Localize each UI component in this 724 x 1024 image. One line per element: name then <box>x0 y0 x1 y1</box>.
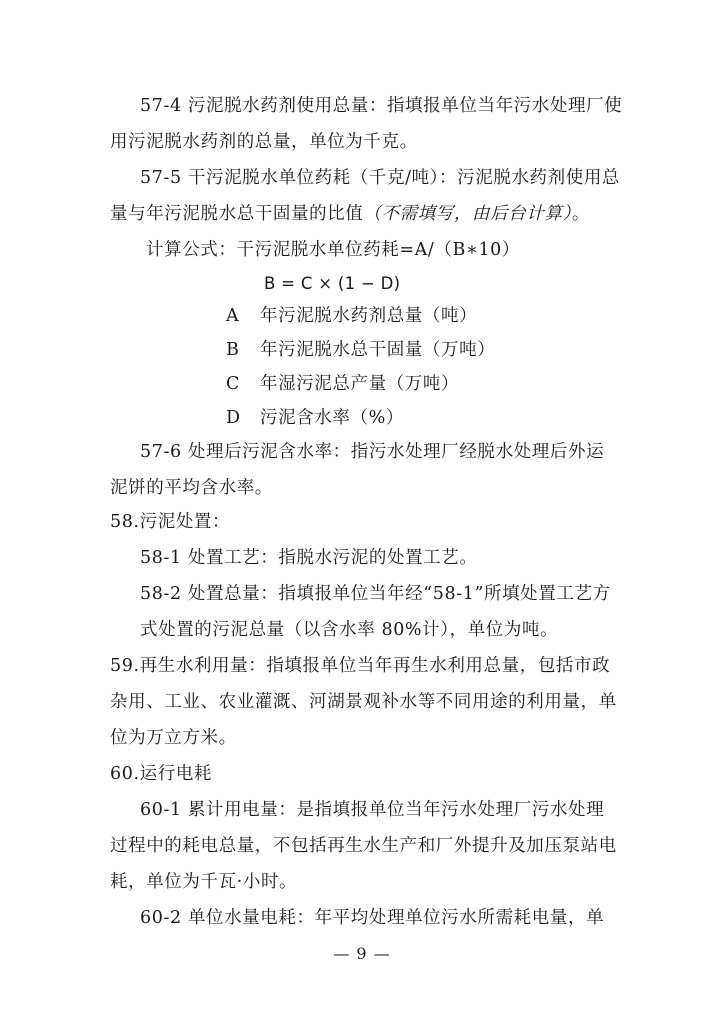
variable-desc: 年污泥脱水药剂总量（吨） <box>260 306 478 326</box>
para-57-4-line1: 57-4 污泥脱水药剂使用总量：指填报单位当年污水处理厂使 <box>140 96 623 116</box>
para-59-line3: 位为万立方米。 <box>110 728 237 748</box>
heading-58: 58.污泥处置： <box>110 512 231 532</box>
variable-letter: C <box>226 374 240 394</box>
para-57-6-line2: 泥饼的平均含水率。 <box>110 478 273 498</box>
variable-letter: A <box>226 306 240 326</box>
heading-60: 60.运行电耗 <box>110 764 213 784</box>
para-58-2-line1: 58-2 处置总量：指填报单位当年经“58-1”所填处置工艺方 <box>140 584 611 604</box>
para-60-1-line1: 60-1 累计用电量：是指填报单位当年污水处理厂污水处理 <box>140 800 605 820</box>
para-59-line1: 59.再生水利用量：指填报单位当年再生水利用总量，包括市政 <box>110 656 611 676</box>
variable-desc: 年污泥脱水总干固量（万吨） <box>260 340 496 360</box>
variable-a <box>226 298 477 334</box>
variable-desc: 年湿污泥总产量（万吨） <box>260 374 460 394</box>
para-57-5-line1: 57-5 干污泥脱水单位药耗（千克/吨）：污泥脱水药剂使用总 <box>140 168 621 188</box>
para-57-5-line2 <box>110 196 590 232</box>
page-number: — 9 — <box>333 944 391 963</box>
variable-d <box>226 400 404 436</box>
variable-desc: 污泥含水率（%） <box>260 408 404 428</box>
variable-letter: D <box>226 408 241 428</box>
para-57-5-text: 量与年污泥脱水总干固量的比值 <box>110 204 364 224</box>
para-58-1: 58-1 处置工艺：指脱水污泥的处置工艺。 <box>140 548 478 568</box>
variable-letter: B <box>226 340 240 360</box>
para-60-2-line1: 60-2 单位水量电耗：年平均处理单位污水所需耗电量，单 <box>140 908 605 928</box>
para-57-4-line2: 用污泥脱水药剂的总量，单位为千克。 <box>110 132 418 152</box>
para-57-5-note: （不需填写，由后台计算） <box>363 204 572 224</box>
variable-c <box>226 366 459 402</box>
para-59-line2: 杂用、工业、农业灌溉、河湖景观补水等不同用途的利用量，单 <box>110 692 617 712</box>
formula-b: B = C × (1 − D) <box>264 274 401 293</box>
para-57-5-period: 。 <box>571 204 590 224</box>
para-57-6-line1: 57-6 处理后污泥含水率：指污水处理厂经脱水处理后外运 <box>140 442 605 462</box>
para-60-1-line3: 耗，单位为千瓦·小时。 <box>110 872 298 892</box>
variable-b <box>226 332 495 368</box>
para-60-1-line2: 过程中的耗电总量，不包括再生水生产和厂外提升及加压泵站电 <box>110 836 617 856</box>
para-58-2-line2: 式处置的污泥总量（以含水率 80%计），单位为吨。 <box>140 620 559 640</box>
formula-line: 计算公式：干污泥脱水单位药耗=A/（B∗10） <box>146 240 521 260</box>
